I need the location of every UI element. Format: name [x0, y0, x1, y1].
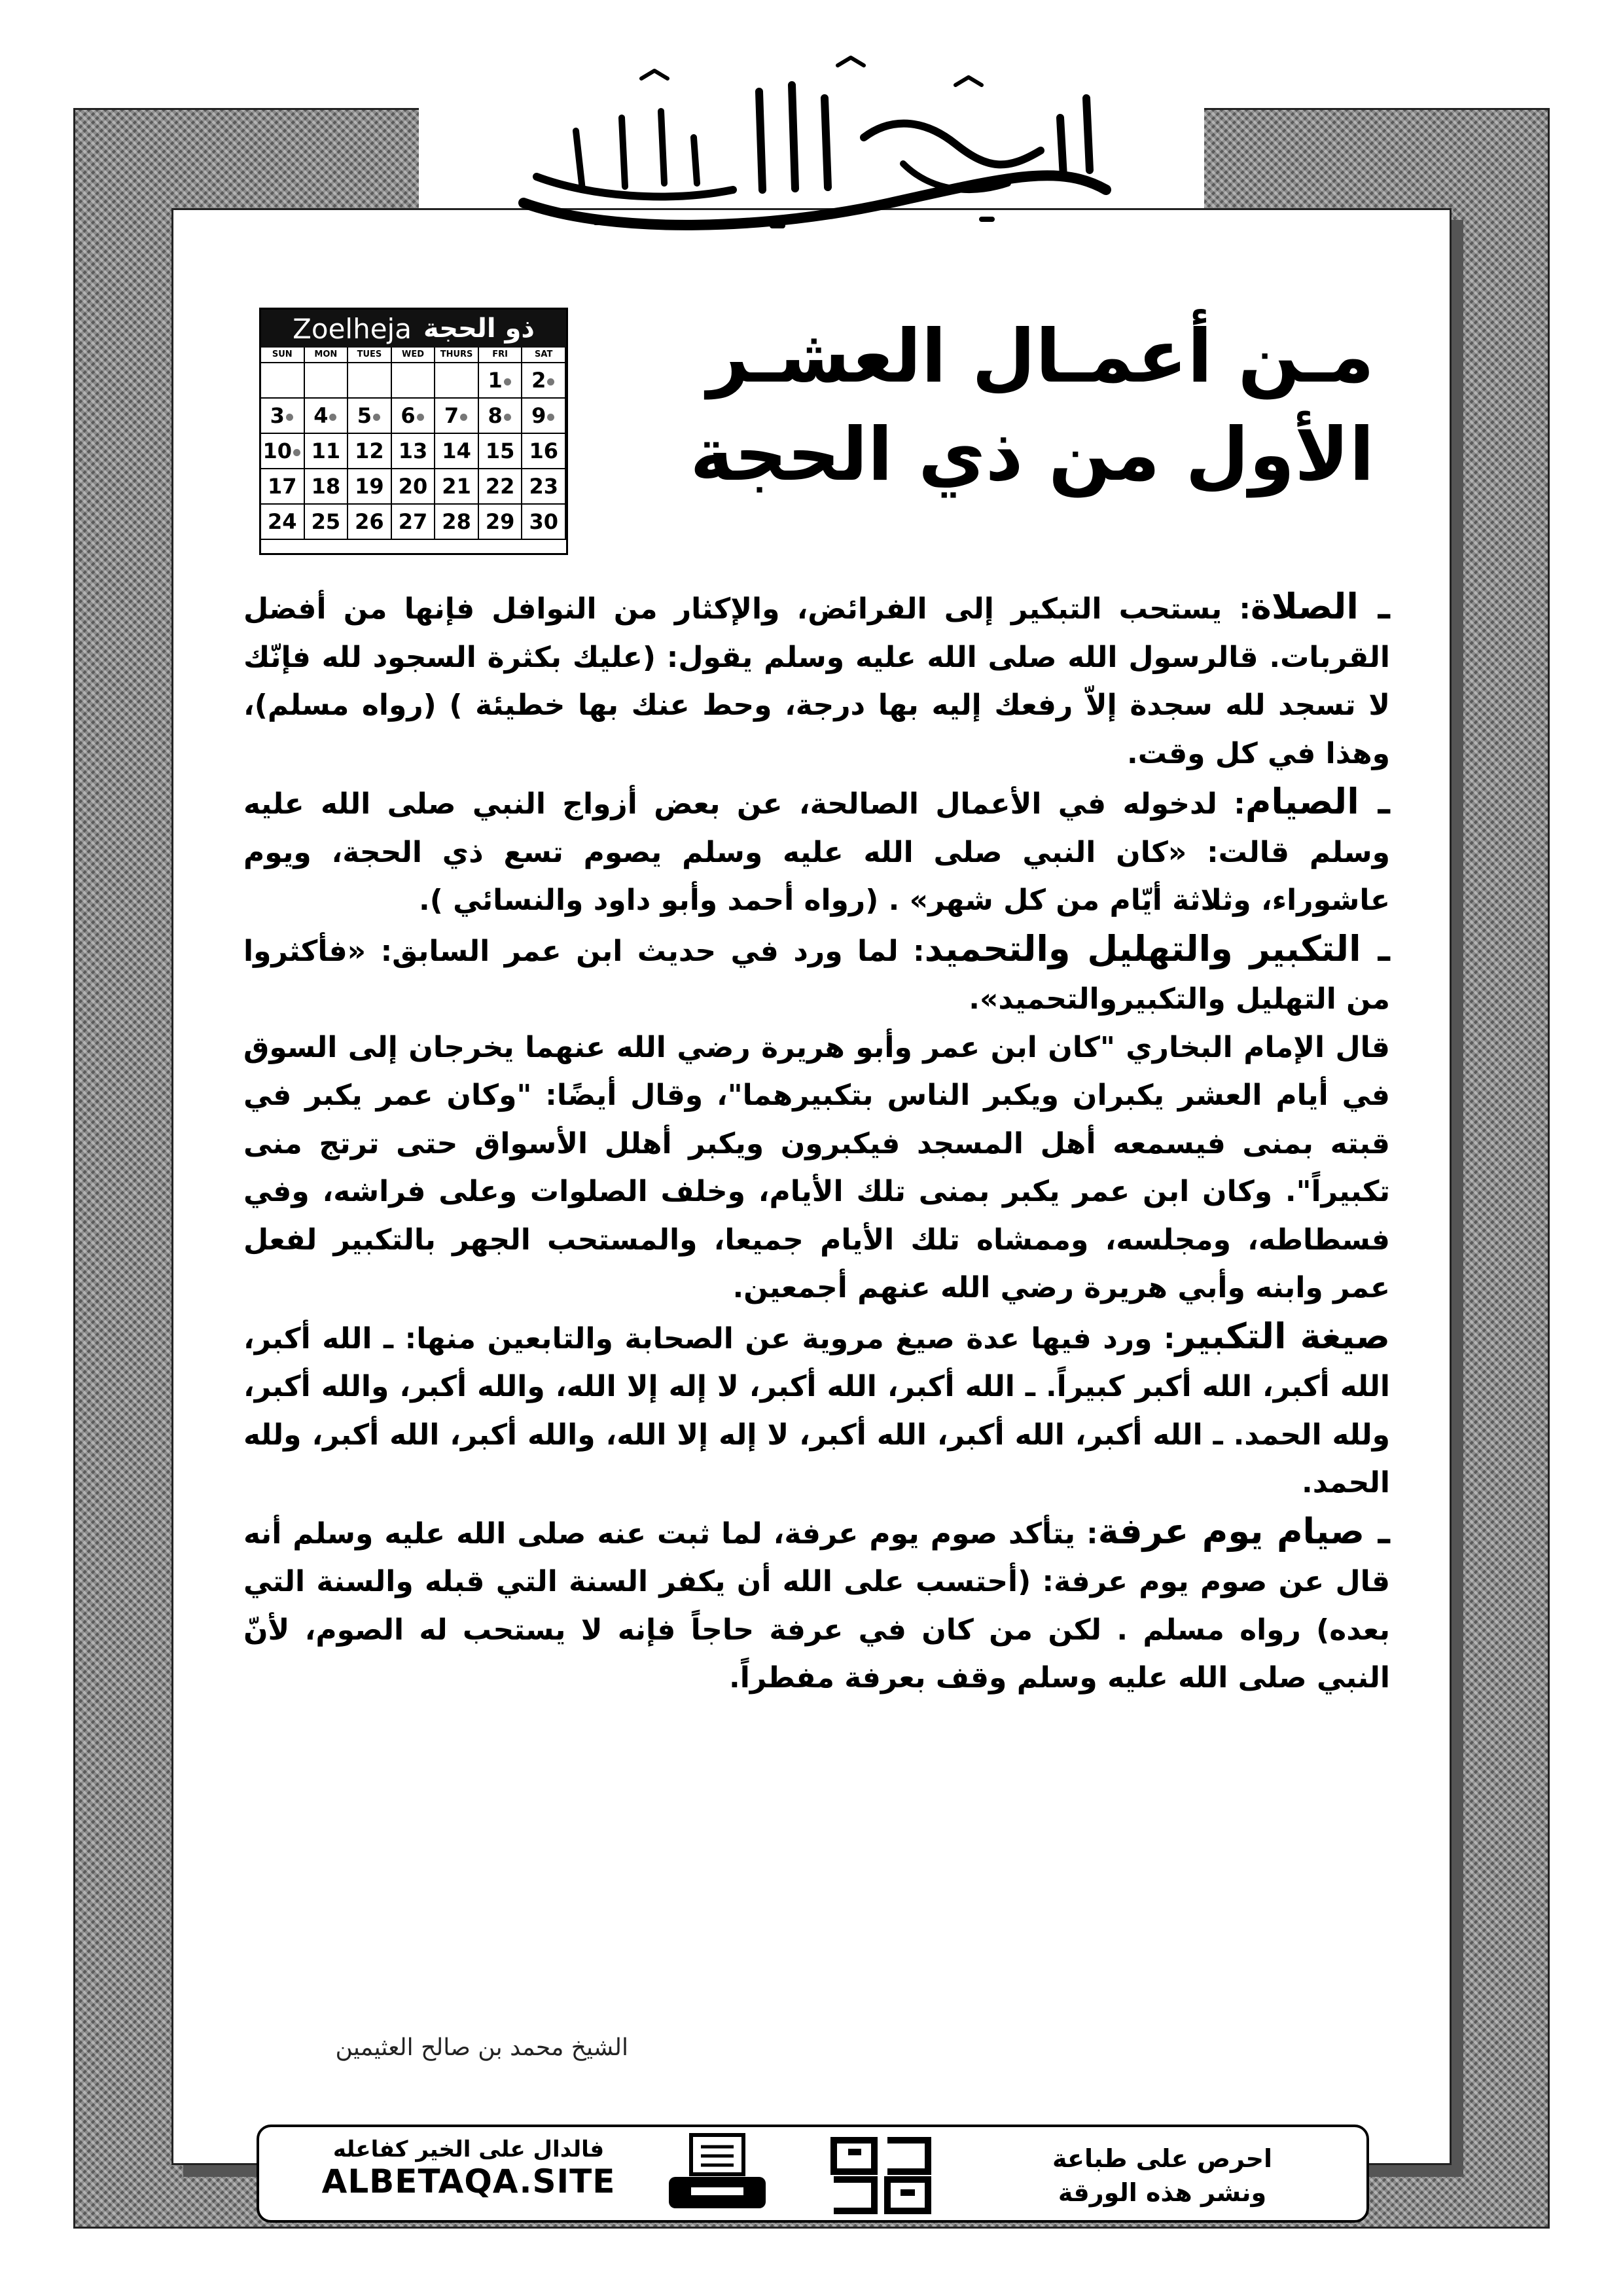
calendar-date — [261, 399, 305, 434]
calendar-date: 14 — [435, 434, 479, 469]
calendar-date — [392, 399, 436, 434]
printer-icon — [665, 2132, 770, 2217]
article-body — [243, 583, 1390, 1702]
footer-share-line: ونشر هذه الورقة — [1058, 2178, 1267, 2207]
highlight-dot-icon — [373, 414, 380, 421]
calendar-date — [435, 363, 479, 399]
highlight-dot-icon — [547, 414, 554, 421]
calendar-header — [261, 310, 566, 348]
section-salah — [243, 583, 1390, 778]
basmala-calligraphy — [497, 39, 1126, 236]
calendar-date-number: 3 — [270, 403, 285, 428]
calendar-date: 12 — [348, 434, 392, 469]
section-siyam — [243, 778, 1390, 925]
calendar-day-name: MON — [305, 348, 349, 363]
highlight-dot-icon — [460, 414, 467, 421]
heading-siyam: ـ الصيام — [1245, 781, 1390, 822]
dawah-logo — [829, 2134, 933, 2217]
calendar-day-name: WED — [392, 348, 436, 363]
calendar-date — [348, 399, 392, 434]
highlight-dot-icon — [504, 378, 511, 386]
footer-banner — [257, 2125, 1369, 2223]
heading-salah: ـ الصلاة — [1251, 586, 1390, 627]
highlight-dot-icon — [417, 414, 424, 421]
footer-print-line: احرص على طباعة — [1052, 2144, 1273, 2173]
highlight-dot-icon — [293, 449, 300, 456]
calendar-date — [261, 434, 305, 469]
calendar-date-number: 8 — [488, 403, 503, 428]
text-salah: : يستحب التبكير إلى الفرائض، والإكثار من النوافل فإنها من أفضل القربات. قالرسول الله صلى الله عليه وسلم يقول: (عليك بكثرة السجود لله فإنّك لا تسجد لله سجدة إلاّ رفعك إليه بها درجة، وحط عنك بها خطيئة ) (رواه مسلم)، وهذا في كل وقت. — [243, 592, 1390, 770]
footer-saying: فالدال على الخير كفاعله — [332, 2136, 605, 2162]
footer-site-link[interactable]: ALBETAQA.SITE — [321, 2162, 616, 2200]
calendar-date-number: 10 — [262, 439, 293, 463]
heading-takbir: ـ التكبير والتهليل والتحميد — [924, 927, 1390, 969]
highlight-dot-icon — [547, 378, 554, 386]
author-signature: الشيخ محمد بن صالح العثيمين — [335, 2034, 628, 2061]
calendar-day-name: THURS — [435, 348, 479, 363]
calendar-date: 15 — [479, 434, 523, 469]
calendar-grid — [261, 348, 566, 540]
calendar-day-name: SUN — [261, 348, 305, 363]
text-takbir: : لما ورد في حديث ابن عمر السابق: «فأكثروا من التهليل والتكبيروالتحميد». — [243, 934, 1390, 1016]
calendar-date-number: 2 — [531, 368, 546, 393]
calendar-month-ar: ذو الحجة — [423, 314, 535, 344]
heading-arafah: ـ صيام يوم عرفة — [1097, 1510, 1390, 1552]
title-line-2: الأول من ذي الحجة — [690, 412, 1374, 497]
heading-sighat: صيغة التكبير — [1175, 1315, 1390, 1357]
calendar-date — [305, 399, 349, 434]
calendar-date-number: 4 — [313, 403, 329, 428]
calendar-date — [522, 399, 566, 434]
section-sighat — [243, 1312, 1390, 1507]
footer-right — [992, 2142, 1332, 2210]
month-calendar — [259, 308, 568, 555]
calendar-date — [479, 399, 523, 434]
calendar-date-number: 1 — [488, 368, 503, 393]
section-takbir — [243, 925, 1390, 1024]
text-sighat: : ورد فيها عدة صيغ مروية عن الصحابة والتابعين منها: ـ الله أكبر، الله أكبر، الله أكبر كبيراً. ـ الله أكبر، الله أكبر، لا إله إلا الله، والله أكبر، والله أكبر، ولله الحمد. ـ الله أكبر، الله أكبر، الله أكبر، لا إله إلا الله، والله أكبر، الله أكبر، ولله الحمد. — [243, 1321, 1390, 1499]
calendar-date: 19 — [348, 469, 392, 505]
section-arafah — [243, 1507, 1390, 1702]
calendar-date — [522, 363, 566, 399]
calendar-date: 27 — [392, 505, 436, 540]
calendar-date: 28 — [435, 505, 479, 540]
highlight-dot-icon — [504, 414, 511, 421]
calendar-date: 23 — [522, 469, 566, 505]
calendar-date: 30 — [522, 505, 566, 540]
text-siyam: : لدخوله في الأعمال الصالحة، عن بعض أزواج النبي صلى الله عليه وسلم قالت: «كان النبي صلى الله عليه وسلم يصوم تسع ذي الحجة، ويوم عاشوراء، وثلاثة أيّام من كل شهر» . (رواه أحمد وأبو داود والنسائي ). — [243, 787, 1390, 917]
calendar-date: 13 — [392, 434, 436, 469]
calendar-day-name: SAT — [522, 348, 566, 363]
calendar-date: 21 — [435, 469, 479, 505]
calendar-day-name: TUES — [348, 348, 392, 363]
calendar-date: 17 — [261, 469, 305, 505]
calendar-date: 25 — [305, 505, 349, 540]
footer-left — [285, 2136, 652, 2200]
calendar-month-en: Zoelheja — [293, 312, 412, 345]
calendar-date: 18 — [305, 469, 349, 505]
calendar-date — [348, 363, 392, 399]
calendar-date: 11 — [305, 434, 349, 469]
calendar-date: 22 — [479, 469, 523, 505]
calendar-date — [261, 363, 305, 399]
calendar-date: 16 — [522, 434, 566, 469]
calendar-date — [305, 363, 349, 399]
page-title — [615, 308, 1374, 504]
title-line-1: مـن أعمـال العشـر — [707, 314, 1374, 399]
calendar-date-number: 7 — [444, 403, 459, 428]
calendar-date-number: 6 — [401, 403, 416, 428]
calendar-date-number: 5 — [357, 403, 372, 428]
calendar-date-number: 9 — [531, 403, 546, 428]
calendar-date — [392, 363, 436, 399]
calendar-date — [479, 363, 523, 399]
calendar-date: 20 — [392, 469, 436, 505]
section-bukhari: قال الإمام البخاري "كان ابن عمر وأبو هريرة رضي الله عنهما يخرجان إلى السوق في أيام العشر يكبران ويكبر الناس بتكبيرهما"، وقال أيضًا: "وكان عمر يكبر في قبته بمنى فيسمعه أهل المسجد فيكبرون ويكبر أهلل الأسواق حتى ترتج منى تكبيراً". وكان ابن عمر يكبر بمنى تلك الأيام، وخلف الصلوات وعلى فراشه، وفي فسطاطه، ومجلسه، وممشاه تلك الأيام جميعا، والمستحب الجهر بالتكبير لفعل عمر وابنه وأبي هريرة رضي الله عنهم أجمعين. — [243, 1030, 1390, 1304]
calendar-date: 24 — [261, 505, 305, 540]
calendar-date — [435, 399, 479, 434]
calendar-date: 26 — [348, 505, 392, 540]
calendar-day-name: FRI — [479, 348, 523, 363]
highlight-dot-icon — [329, 414, 336, 421]
text-arafah: : يتأكد صوم يوم عرفة، لما ثبت عنه صلى الله عليه وسلم أنه قال عن صوم يوم عرفة: (أحتسب على الله أن يكفر السنة التي قبله والسنة التي بعده) رواه مسلم . لكن من كان في عرفة حاجاً فإنه لا يستحب له الصوم، لأنّ النبي صلى الله عليه وسلم وقف بعرفة مفطراً. — [243, 1516, 1390, 1695]
calendar-date: 29 — [479, 505, 523, 540]
highlight-dot-icon — [286, 414, 293, 421]
